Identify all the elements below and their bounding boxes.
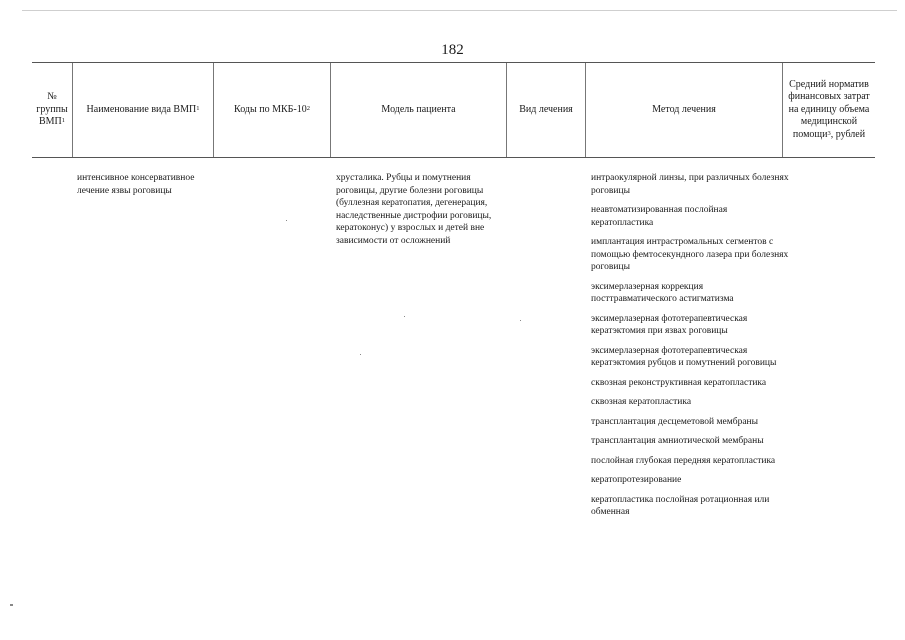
scan-speck	[360, 354, 361, 355]
header-average-cost-unit: , рублей	[830, 128, 866, 140]
scan-speck	[520, 320, 521, 321]
cell-patient-model: хрусталика. Рубцы и помутнения роговицы, другие болезни роговицы (буллезная кератопатия, дегенерация, наследственные дистрофии роговицы, кератоконус) у взрослых и детей вне зависимости от осложнений	[336, 173, 492, 246]
header-vmp-name-label: Наименование вида ВМП	[86, 103, 197, 115]
page-number: 182	[441, 42, 464, 58]
footnote-mark: 2	[306, 104, 310, 112]
header-treatment-type-label: Вид лечения	[519, 103, 573, 115]
header-treatment-type	[506, 63, 585, 157]
footnote-mark: 1	[61, 117, 66, 125]
scan-edge-line	[22, 10, 897, 11]
method-item: эксимерлазерная фототерапевтическая кератэктомия рубцов и помутнений роговицы	[591, 345, 777, 368]
method-item: сквозная кератопластика	[591, 397, 692, 407]
method-item: сквозная реконструктивная кератопластика	[591, 377, 767, 388]
method-item: кератопластика послойная ротационная или обменная	[591, 494, 770, 517]
header-patient-model	[330, 63, 506, 157]
header-vmp-name	[72, 63, 213, 157]
method-item: кератопротезирование	[591, 475, 682, 485]
header-average-cost-label: Средний норматив финансовых затрат на единицу объема медицинской помощи	[788, 78, 870, 140]
method-item: послойная глубокая передняя кератопластика	[591, 455, 776, 466]
method-item: трансплантация амниотической мембраны	[591, 436, 764, 446]
table-header	[32, 62, 875, 158]
scan-speck	[404, 316, 405, 317]
header-icd-codes	[213, 63, 330, 157]
method-item: имплантация интрастромальных сегментов с помощью фемтосекундного лазера при болезнях роговицы	[591, 237, 789, 272]
footnote-mark: 1	[196, 104, 200, 112]
header-icd-codes-label: Коды по МКБ-10	[234, 103, 307, 115]
method-item: эксимерлазерная коррекция посттравматического астигматизма	[591, 281, 734, 304]
header-average-cost	[782, 63, 875, 157]
footnote-mark: 3	[827, 129, 831, 137]
header-patient-model-label: Модель пациента	[381, 103, 456, 115]
method-item: неавтоматизированная послойная кератопластика	[591, 205, 728, 228]
method-item: эксимерлазерная фототерапевтическая кератэктомия при язвах роговицы	[591, 313, 748, 336]
cell-treatment-methods	[591, 172, 791, 526]
header-treatment-method	[585, 63, 782, 157]
method-item: интраокулярной линзы, при различных болезнях роговицы	[591, 173, 789, 196]
scan-speck	[286, 220, 287, 221]
header-group-number	[32, 63, 72, 157]
method-item: трансплантация десцеметовой мембраны	[591, 416, 759, 427]
scan-speck	[10, 604, 13, 606]
header-treatment-method-label: Метод лечения	[652, 103, 716, 115]
cell-vmp-name: интенсивное консервативное лечение язвы роговицы	[77, 173, 195, 196]
header-group-label: № группы ВМП	[36, 91, 68, 128]
